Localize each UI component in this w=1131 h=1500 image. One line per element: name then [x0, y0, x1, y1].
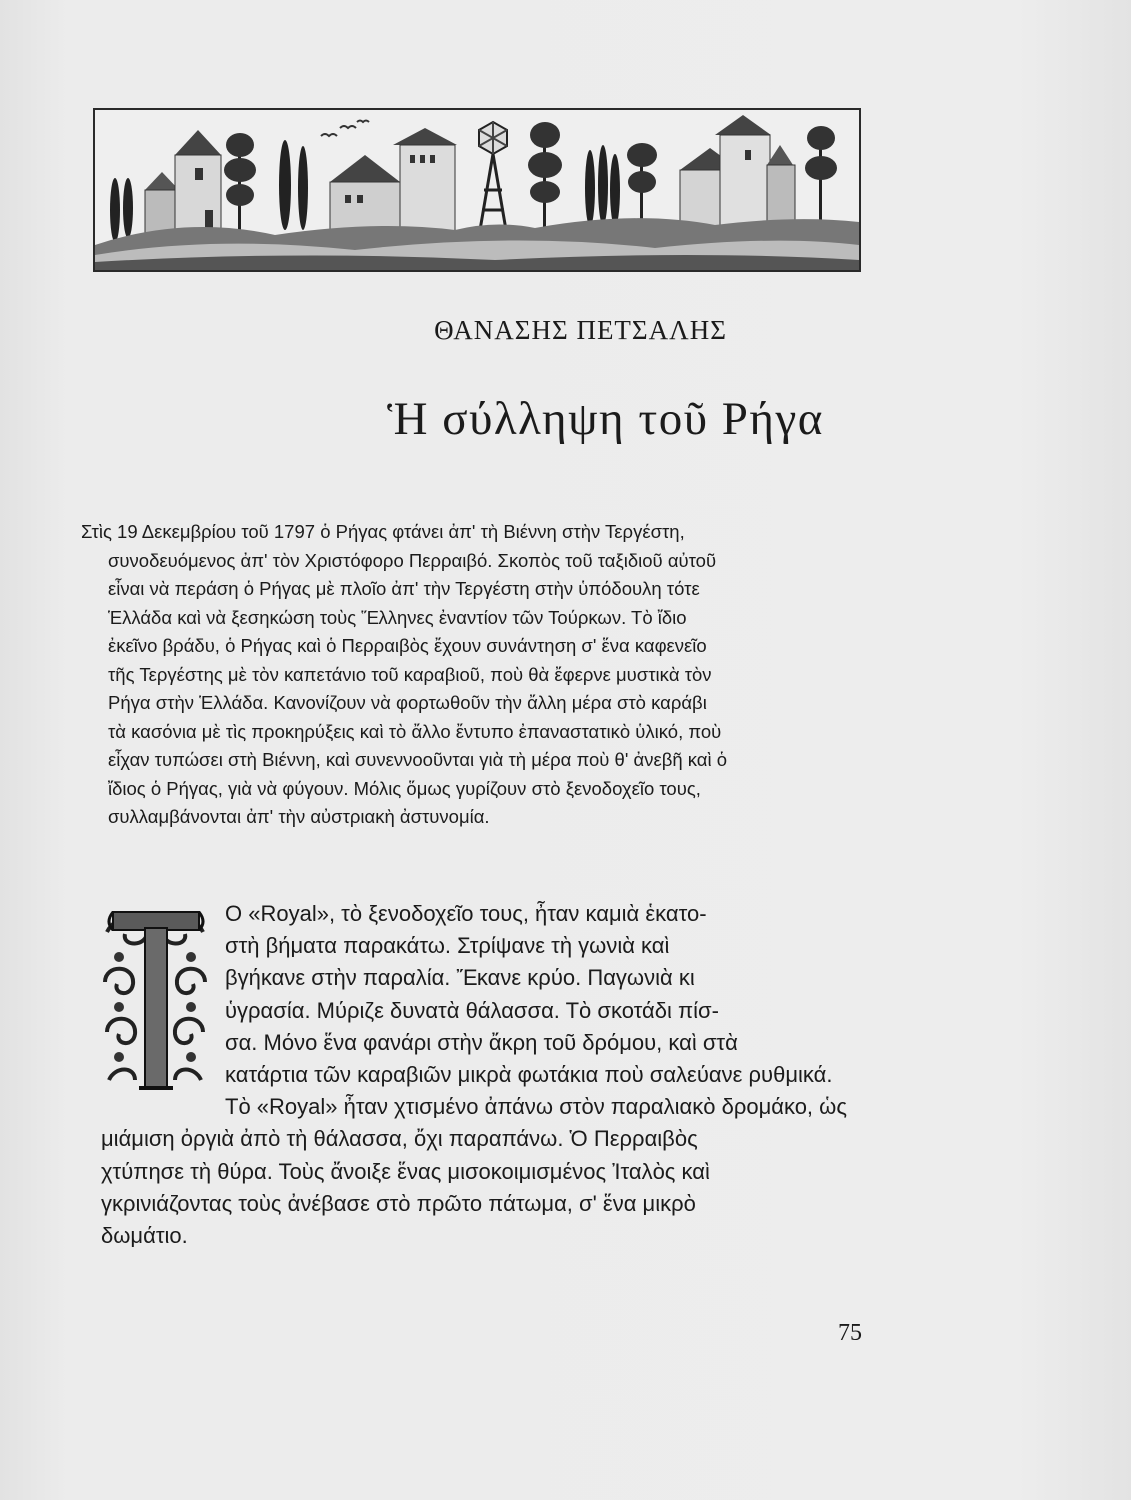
intro-line: Στὶς 19 Δεκεμβρίου τοῦ 1797 ὁ Ρήγας φτάνει ἀπ' τὴ Βιέννη στὴν Τεργέστη,: [81, 521, 685, 542]
decorative-banner: [93, 108, 861, 272]
body-paragraph: [101, 898, 861, 1252]
body-line: μιάμιση ὀργιὰ ἀπὸ τὴ θάλασσα, ὄχι παραπάνω. Ὁ Περραιβὸς: [101, 1126, 698, 1152]
intro-line: Ἑλλάδα καὶ νὰ ξεσηκώση τοὺς Ἕλληνες ἐναντίον τῶν Τούρκων. Τὸ ἴδιο: [108, 606, 687, 628]
page-number: 75: [838, 1320, 862, 1346]
body-line: Ο «Royal», τὸ ξενοδοχεῖο τους, ἦταν καμιὰ ἑκατο-: [225, 901, 707, 926]
body-line: βγήκανε στὴν παραλία. Ἔκανε κρύο. Παγωνιὰ κι: [225, 965, 695, 991]
intro-line: συνοδευόμενος ἀπ' τὸν Χριστόφορο Περραιβό. Σκοπὸς τοῦ ταξιδιοῦ αὐτοῦ: [108, 549, 717, 571]
intro-line: τῆς Τεργέστης μὲ τὸν καπετάνιο τοῦ καραβιοῦ, ποὺ θὰ ἔφερνε μυστικὰ τὸν: [108, 663, 712, 685]
chapter-title: Ἡ σύλληψη τοῦ Ρήγα: [387, 393, 824, 445]
ornamental-tau-icon: [95, 902, 215, 1098]
body-line: Τὸ «Royal» ἦταν χτισμένο ἀπάνω στὸν παραλιακὸ δρομάκο, ὡς: [225, 1094, 847, 1120]
body-line: χτύπησε τὴ θύρα. Τοὺς ἄνοιξε ἕνας μισοκοιμισμένος Ἰταλὸς καὶ: [101, 1158, 710, 1184]
intro-line: τὰ κασόνια μὲ τὶς προκηρύξεις καὶ τὸ ἄλλο ἔντυπο ἐπαναστατικὸ ὑλικό, ποὺ: [108, 720, 722, 742]
village-illustration: [95, 110, 859, 270]
intro-line: Ρήγα στὴν Ἑλλάδα. Κανονίζουν νὰ φορτωθοῦν τὴν ἄλλη μέρα στὸ καράβι: [108, 692, 707, 713]
dropcap-initial: [95, 902, 215, 1098]
body-line: γκρινιάζοντας τοὺς ἀνέβασε στὸ πρῶτο πάτωμα, σ' ἕνα μικρὸ: [101, 1190, 696, 1216]
body-line: δωμάτιο.: [101, 1223, 188, 1249]
body-line: σα. Μόνο ἕνα φανάρι στὴν ἄκρη τοῦ δρόμου, καὶ στὰ: [225, 1029, 738, 1055]
author-name: ΘΑΝΑΣΗΣ ΠΕΤΣΑΛΗΣ: [434, 315, 727, 345]
intro-line: ἴδιος ὁ Ρήγας, γιὰ νὰ φύγουν. Μόλις ὅμως γυρίζουν στὸ ξενοδοχεῖο τους,: [108, 777, 701, 799]
intro-line: συλλαμβάνονται ἀπ' τὴν αὐστριακὴ ἀστυνομία.: [108, 806, 490, 827]
body-line: κατάρτια τῶν καραβιῶν μικρὰ φωτάκια ποὺ σαλεύανε ρυθμικά.: [225, 1062, 833, 1088]
body-line: στὴ βήματα παρακάτω. Στρίψανε τὴ γωνιὰ καὶ: [225, 933, 670, 959]
intro-line: ἐκεῖνο βράδυ, ὁ Ρήγας καὶ ὁ Περραιβὸς ἔχουν συνάντηση σ' ἕνα καφενεῖο: [108, 635, 707, 656]
intro-line: εἶναι νὰ περάση ὁ Ρήγας μὲ πλοῖο ἀπ' τὴν Τεργέστη στὴν ὑπόδουλη τότε: [108, 578, 700, 599]
intro-paragraph: [81, 518, 860, 832]
body-line: ὑγρασία. Μύριζε δυνατὰ θάλασσα. Τὸ σκοτάδι πίσ-: [225, 997, 719, 1023]
intro-line: εἶχαν τυπώσει στὴ Βιέννη, καὶ συνεννοοῦνται γιὰ τὴ μέρα ποὺ θ' ἀνεβῆ καὶ ὁ: [108, 749, 728, 770]
